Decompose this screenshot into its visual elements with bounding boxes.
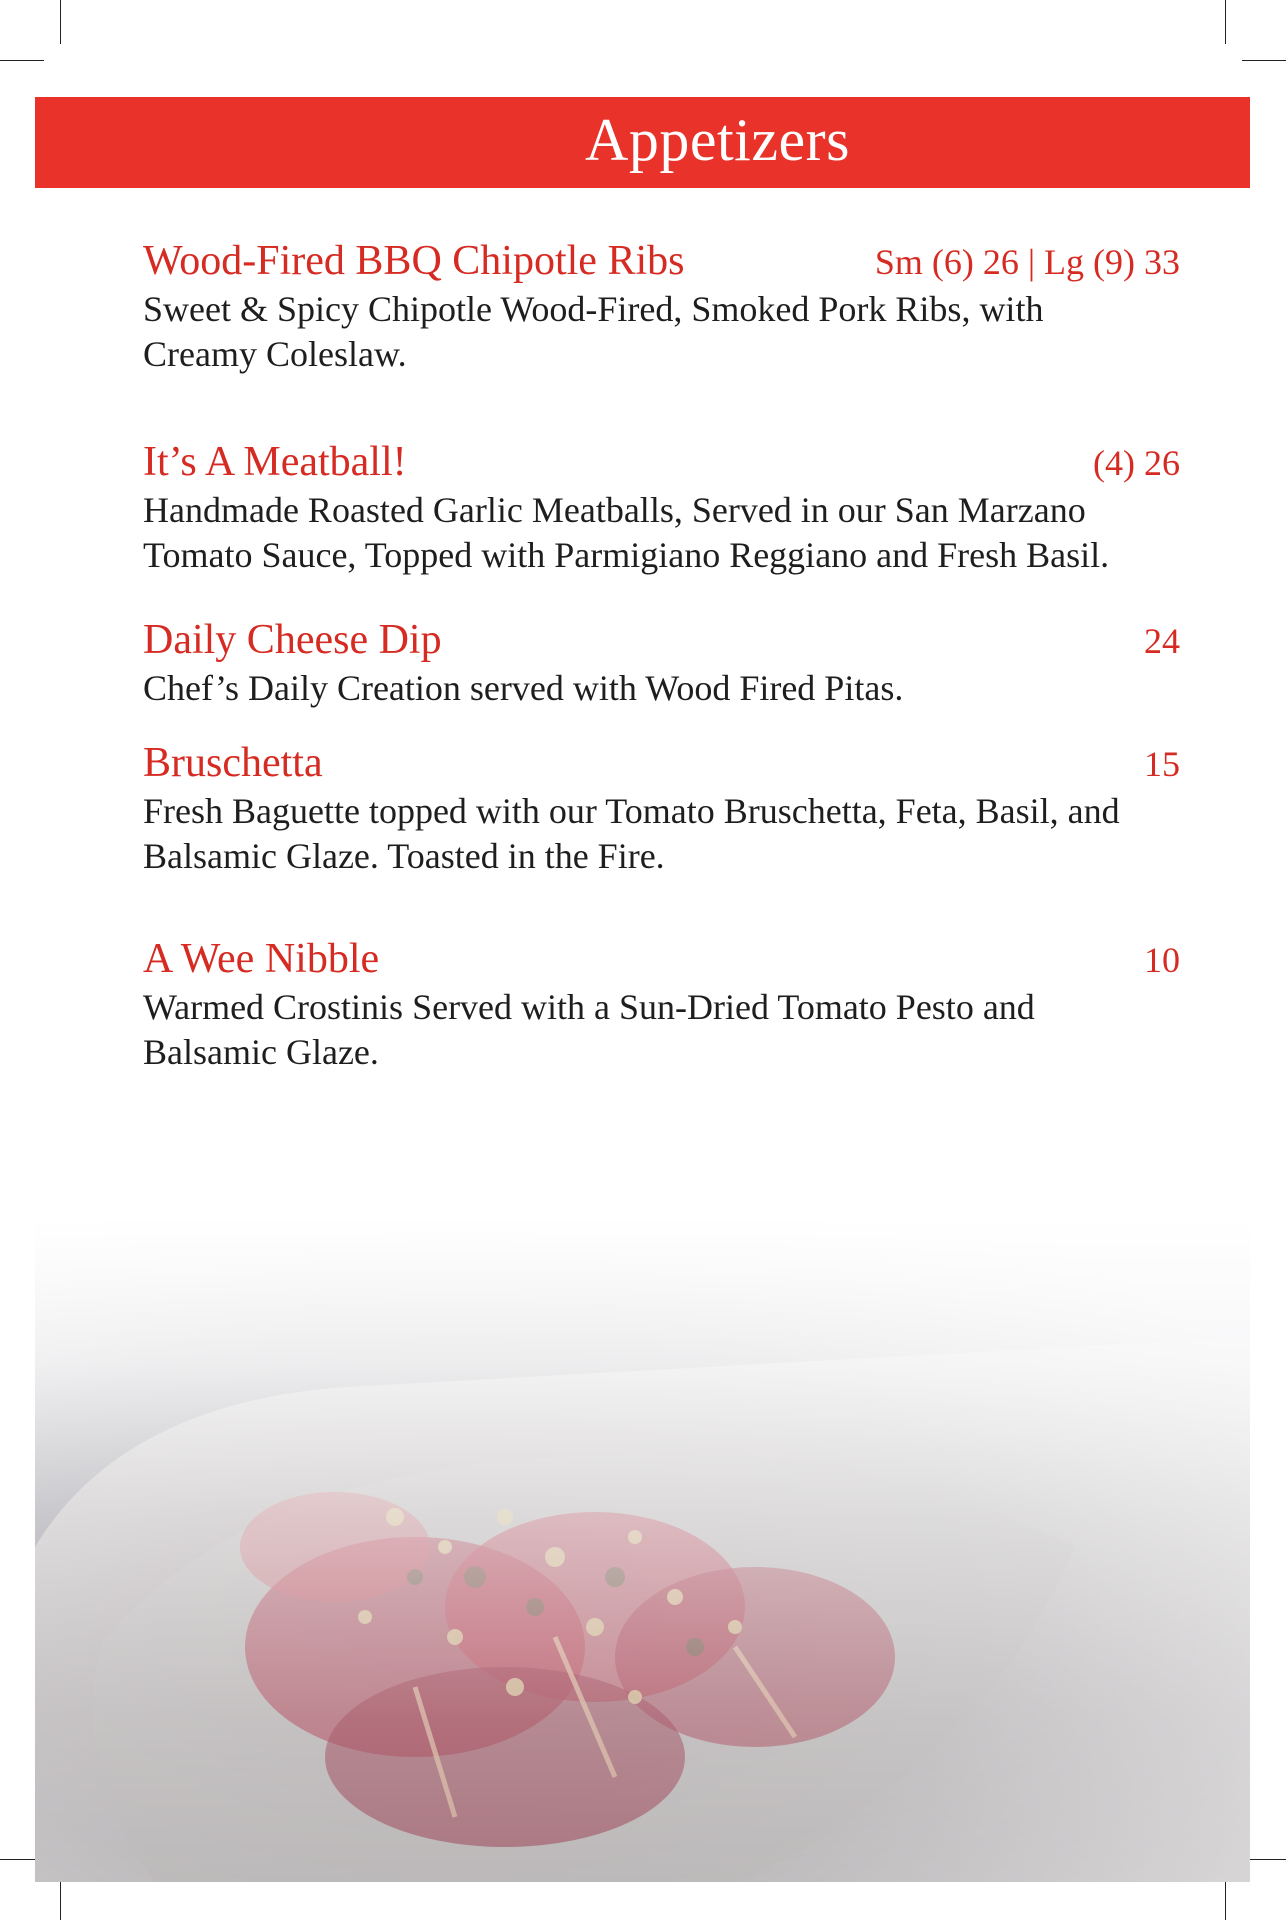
menu-item-header [143,235,1180,287]
section-title: Appetizers [585,107,850,173]
menu-item-price: 10 [1144,940,1180,980]
menu-item-price: (4) 26 [1093,443,1180,483]
menu-item-description: Chef’s Daily Creation served with Wood Fired Pitas. [143,668,904,708]
crop-mark-top-right-horizontal [1242,60,1286,61]
photo-white-fade [35,1217,1250,1882]
menu-item-price: 15 [1144,744,1180,784]
menu-item-name: Bruschetta [143,740,323,786]
crop-mark-bottom-left-vertical [60,1876,61,1920]
crop-mark-top-right-vertical [1225,0,1226,44]
menu-item-description: Sweet & Spicy Chipotle Wood-Fired, Smoked Pork Ribs, with Creamy Coleslaw. [143,289,1044,374]
menu-item-description: Fresh Baguette topped with our Tomato Bruschetta, Feta, Basil, and Balsamic Glaze. Toasted in the Fire. [143,791,1120,876]
crop-mark-top-left-vertical [60,0,61,44]
food-photo [35,1217,1250,1882]
menu-item-price: 24 [1144,621,1180,661]
menu-item-header [143,933,1180,985]
menu-item-header [143,737,1180,789]
menu-item-name: Daily Cheese Dip [143,617,442,663]
menu-item [143,933,1180,1075]
menu-item [143,614,1180,711]
menu-page [35,97,1250,1882]
menu-item-price: Sm (6) 26 | Lg (9) 33 [874,242,1180,282]
menu-item [143,235,1180,377]
menu-item [143,737,1180,879]
menu-items-list [143,235,1180,1075]
menu-item-header [143,614,1180,666]
menu-item-name: Wood-Fired BBQ Chipotle Ribs [143,238,685,284]
menu-item [143,436,1180,578]
menu-item-header [143,436,1180,488]
menu-item-description: Handmade Roasted Garlic Meatballs, Served in our San Marzano Tomato Sauce, Topped with Parmigiano Reggiano and Fresh Basil. [143,490,1110,575]
crop-mark-bottom-right-vertical [1225,1876,1226,1920]
menu-item-name: It’s A Meatball! [143,439,407,485]
section-header [35,97,1250,188]
menu-item-name: A Wee Nibble [143,936,380,982]
crop-mark-top-left-horizontal [0,60,44,61]
menu-item-description: Warmed Crostinis Served with a Sun-Dried Tomato Pesto and Balsamic Glaze. [143,987,1035,1072]
